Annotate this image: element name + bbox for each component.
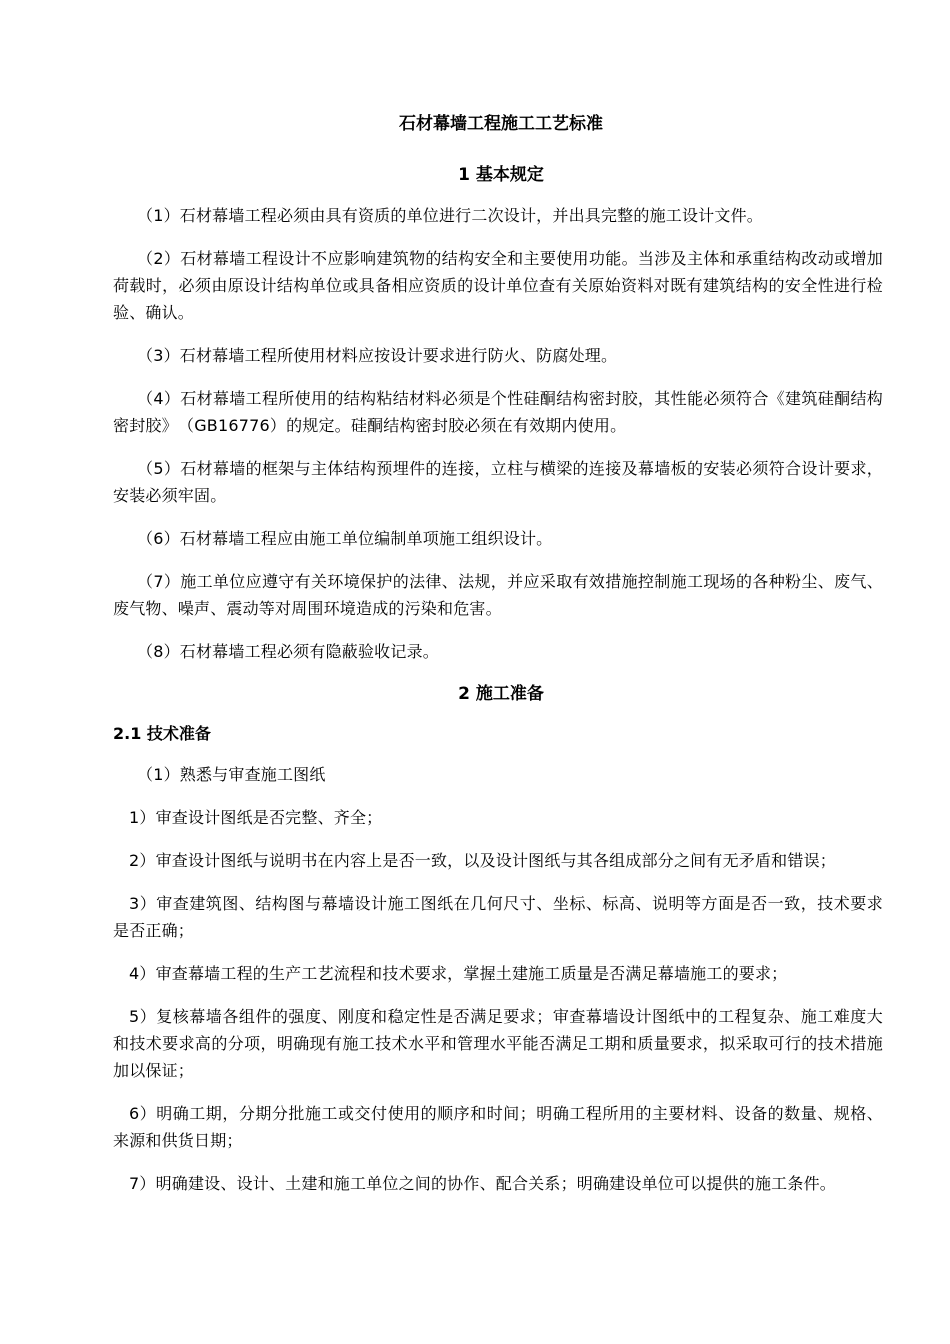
subsection-heading-technical-prep: 2.1 技术准备 (113, 724, 211, 743)
section-heading-basic-rules: 1 基本规定 (458, 165, 544, 185)
paragraph: （7）施工单位应遵守有关环境保护的法律、法规，并应采取有效措施控制施工现场的各种粉尘、废气、废气物、噪声、震动等对周围环境造成的污染和危害。 (113, 572, 883, 618)
paragraph: （6）石材幕墙工程应由施工单位编制单项施工组织设计。 (137, 529, 553, 548)
paragraph: （2）石材幕墙工程设计不应影响建筑物的结构安全和主要使用功能。当涉及主体和承重结构改动或增加荷载时，必须由原设计结构单位或具备相应资质的设计单位查有关原始资料对既有建筑结构的安全性进行检验、确认。 (113, 249, 883, 322)
list-item: 5）复核幕墙各组件的强度、刚度和稳定性是否满足要求；审查幕墙设计图纸中的工程复杂、施工难度大和技术要求高的分项，明确现有施工技术水平和管理水平能否满足工期和质量要求，拟采取可行的技术措施加以保证； (113, 1007, 883, 1080)
paragraph: （3）石材幕墙工程所使用材料应按设计要求进行防火、防腐处理。 (137, 346, 618, 365)
paragraph: （1）熟悉与审查施工图纸 (137, 765, 326, 784)
document-title: 石材幕墙工程施工工艺标准 (399, 114, 603, 134)
section-heading-construction-prep: 2 施工准备 (458, 684, 544, 704)
paragraph: （4）石材幕墙工程所使用的结构粘结材料必须是个性硅酮结构密封胶，其性能必须符合《建筑硅酮结构密封胶》 （GB16776）的规定。硅酮结构密封胶必须在有效期内使用。 (113, 389, 883, 435)
list-item: 2）审查设计图纸与说明书在内容上是否一致，以及设计图纸与其各组成部分之间有无矛盾和错误； (129, 851, 836, 870)
paragraph: （5）石材幕墙的框架与主体结构预埋件的连接，立柱与横梁的连接及幕墙板的安装必须符合设计要求，安装必须牢固。 (113, 459, 883, 505)
document-page (113, 110, 883, 1213)
list-item: 7）明确建设、设计、土建和施工单位之间的协作、配合关系；明确建设单位可以提供的施工条件。 (129, 1174, 836, 1193)
list-item: 1）审查设计图纸是否完整、齐全； (129, 808, 383, 827)
paragraph: （1）石材幕墙工程必须由具有资质的单位进行二次设计，并出具完整的施工设计文件。 (137, 206, 763, 225)
list-item: 3）审查建筑图、结构图与幕墙设计施工图纸在几何尺寸、坐标、标高、说明等方面是否一致，技术要求是否正确； (113, 894, 883, 940)
paragraph: （8）石材幕墙工程必须有隐蔽验收记录。 (137, 642, 439, 661)
list-item: 4）审查幕墙工程的生产工艺流程和技术要求，掌握土建施工质量是否满足幕墙施工的要求； (129, 964, 788, 983)
list-item: 6）明确工期，分期分批施工或交付使用的顺序和时间；明确工程所用的主要材料、设备的数量、规格、来源和供货日期； (113, 1104, 883, 1150)
